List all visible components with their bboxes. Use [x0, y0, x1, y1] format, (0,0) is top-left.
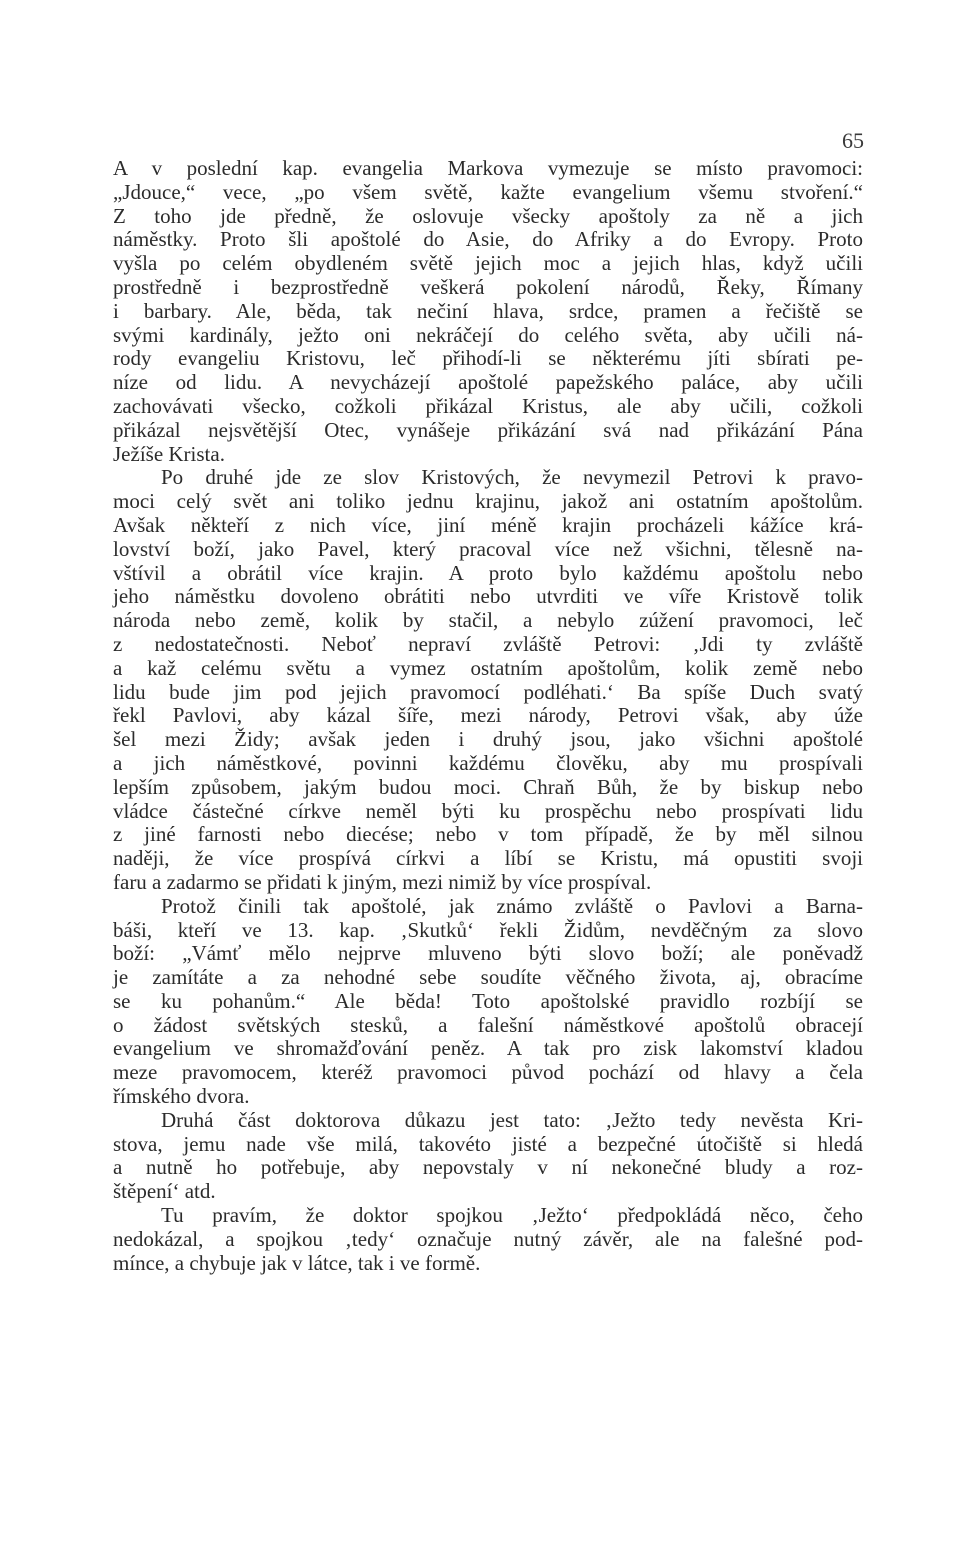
text-line: římského dvora.	[113, 1084, 250, 1109]
text-line: mínce, a chybuje jak v látce, tak i ve formě.	[113, 1250, 481, 1275]
text-line: a jich náměstkové, povinni každému člověku, aby mu prospívali	[113, 750, 863, 775]
paragraph	[113, 895, 863, 1109]
text-line: níze od lidu. A nevycházejí apoštolé papežského paláce, aby učili	[113, 370, 863, 395]
text-line: řekl Pavlovi, aby kázal šíře, mezi národy, Petrovi však, aby úže	[113, 703, 863, 728]
text-line: náměstky. Proto šli apoštolé do Asie, do Afriky a do Evropy. Proto	[113, 227, 863, 252]
text-line: Druhá část doktorova důkazu jest tato: ‚Ježto tedy nevěsta Kri-	[161, 1107, 863, 1132]
text-line: šel mezi Židy; avšak jeden i druhý jsou, jako všichni apoštolé	[113, 727, 863, 752]
text-line: „Jdouce,“ vece, „po všem světě, kažte evangelium všemu stvoření.“	[113, 179, 863, 204]
paragraph	[113, 1204, 863, 1275]
text-line: a nutně ho potřebuje, aby nepovstaly v ní nekonečné bludy a roz-	[113, 1155, 863, 1180]
text-line: vládce částečné církve neměl býti ku prospěchu nebo prospívati lidu	[113, 798, 863, 823]
text-line: svými kardinály, ježto oni nekráčejí do celého světa, aby učili ná-	[113, 322, 863, 347]
text-line: a kaž celému světu a vymez ostatním apoštolům, kolik země nebo	[113, 655, 863, 680]
paragraph	[113, 1109, 863, 1204]
text-line: je zamítáte a za nehodné sebe soudíte věčného života, aj, obracíme	[113, 965, 863, 990]
text-line: Tu pravím, že doktor spojkou ‚Ježto‘ předpokládá něco, čeho	[161, 1203, 863, 1228]
text-line: Z toho jde předně, že oslovuje všecky apoštoly za ně a jich	[113, 203, 863, 228]
text-line: báši, kteří ve 13. kap. ‚Skutků‘ řekli Židům, nevděčným za slovo	[113, 917, 863, 942]
page-number: 65	[842, 128, 864, 153]
text-line: z jiné farnosti nebo diecése; nebo v tom případě, že by měl silnou	[113, 822, 863, 847]
text-line: národa nebo země, kolik by stačil, a nebylo zúžení pravomoci, leč	[113, 608, 863, 633]
text-line: boží: „Vámť mělo nejprve mluveno býti slovo boží; ale poněvadž	[113, 941, 863, 966]
text-line: Ježíše Krista.	[113, 441, 225, 466]
text-line: vyšla po celém obydleném světě jejich moc a jejich hlas, když učili	[113, 251, 863, 276]
text-line: lepším způsobem, jakým budou moci. Chraň Bůh, že by biskup nebo	[113, 774, 863, 799]
text-line: prostředně i bezprostředně veškerá pokolení národů, Řeky, Římany	[113, 274, 863, 299]
text-line: Po druhé jde ze slov Kristových, že nevymezil Petrovi k pravo-	[161, 465, 863, 490]
text-line: Avšak někteří z nich více, jiní méně krajin procházeli kážíce krá-	[113, 512, 863, 537]
text-line: se ku pohanům.“ Ale běda! Toto apoštolské pravidlo rozbíjí se	[113, 988, 863, 1013]
text-line: lidu bude jim pod jejich pravomocí podléhati.‘ Ba spíše Duch svatý	[113, 679, 863, 704]
text-line: evangelium ve shromažďování peněz. A tak pro zisk lakomství kladou	[113, 1036, 863, 1061]
text-line: stova, jemu nade vše milá, takovéto jisté a bezpečné útočiště si hledá	[113, 1131, 863, 1156]
text-line: naději, že více prospívá církvi a líbí se Kristu, má opustiti svoji	[113, 846, 863, 871]
text-line: faru a zadarmo se přidati k jiným, mezi nimiž by více prospíval.	[113, 869, 652, 894]
text-line: i barbary. Ale, běda, tak nečiní hlava, srdce, pramen a řečiště se	[113, 298, 863, 323]
text-line: Protož činili tak apoštolé, jak známo zvláště o Pavlovi a Barna-	[161, 893, 863, 918]
paragraph	[113, 466, 863, 894]
text-line: A v poslední kap. evangelia Markova vymezuje se místo pravomoci:	[113, 156, 863, 180]
text-line: rody evangeliu Kristovu, leč přihodí-li se některému jíti sbírati pe-	[113, 346, 863, 371]
text-line: jeho náměstku dovoleno obrátiti nebo utvrditi ve víře Kristově tolik	[113, 584, 863, 609]
text-line: lovství boží, jako Pavel, který pracoval více než všichni, tělesně na-	[113, 536, 863, 561]
text-line: z nedostatečnosti. Neboť nepraví zvláště Petrovi: ‚Jdi ty zvláště	[113, 631, 863, 656]
text-line: přikázal nejsvětější Otec, vynášeje přikázání svá nad přikázání Pána	[113, 417, 863, 442]
text-line: meze pravomocem, kteréž pravomoci původ pochází od hlavy a čela	[113, 1060, 863, 1085]
paragraph	[113, 157, 863, 466]
page-body-text	[113, 157, 863, 1275]
text-line: zachovávati všecko, cožkoli přikázal Kristus, ale aby učili, cožkoli	[113, 393, 863, 418]
text-line: nedokázal, a spojkou ‚tedy‘ označuje nutný závěr, ale na falešné pod-	[113, 1226, 863, 1251]
text-line: vštívil a obrátil více krajin. A proto bylo každému apoštolu nebo	[113, 560, 863, 585]
text-line: moci celý svět ani toliko jednu krajinu, jakož ani ostatním apoštolům.	[113, 489, 863, 514]
text-line: štěpení‘ atd.	[113, 1179, 216, 1204]
text-line: o žádost světských stesků, a falešní náměstkové apoštolů obracejí	[113, 1012, 863, 1037]
